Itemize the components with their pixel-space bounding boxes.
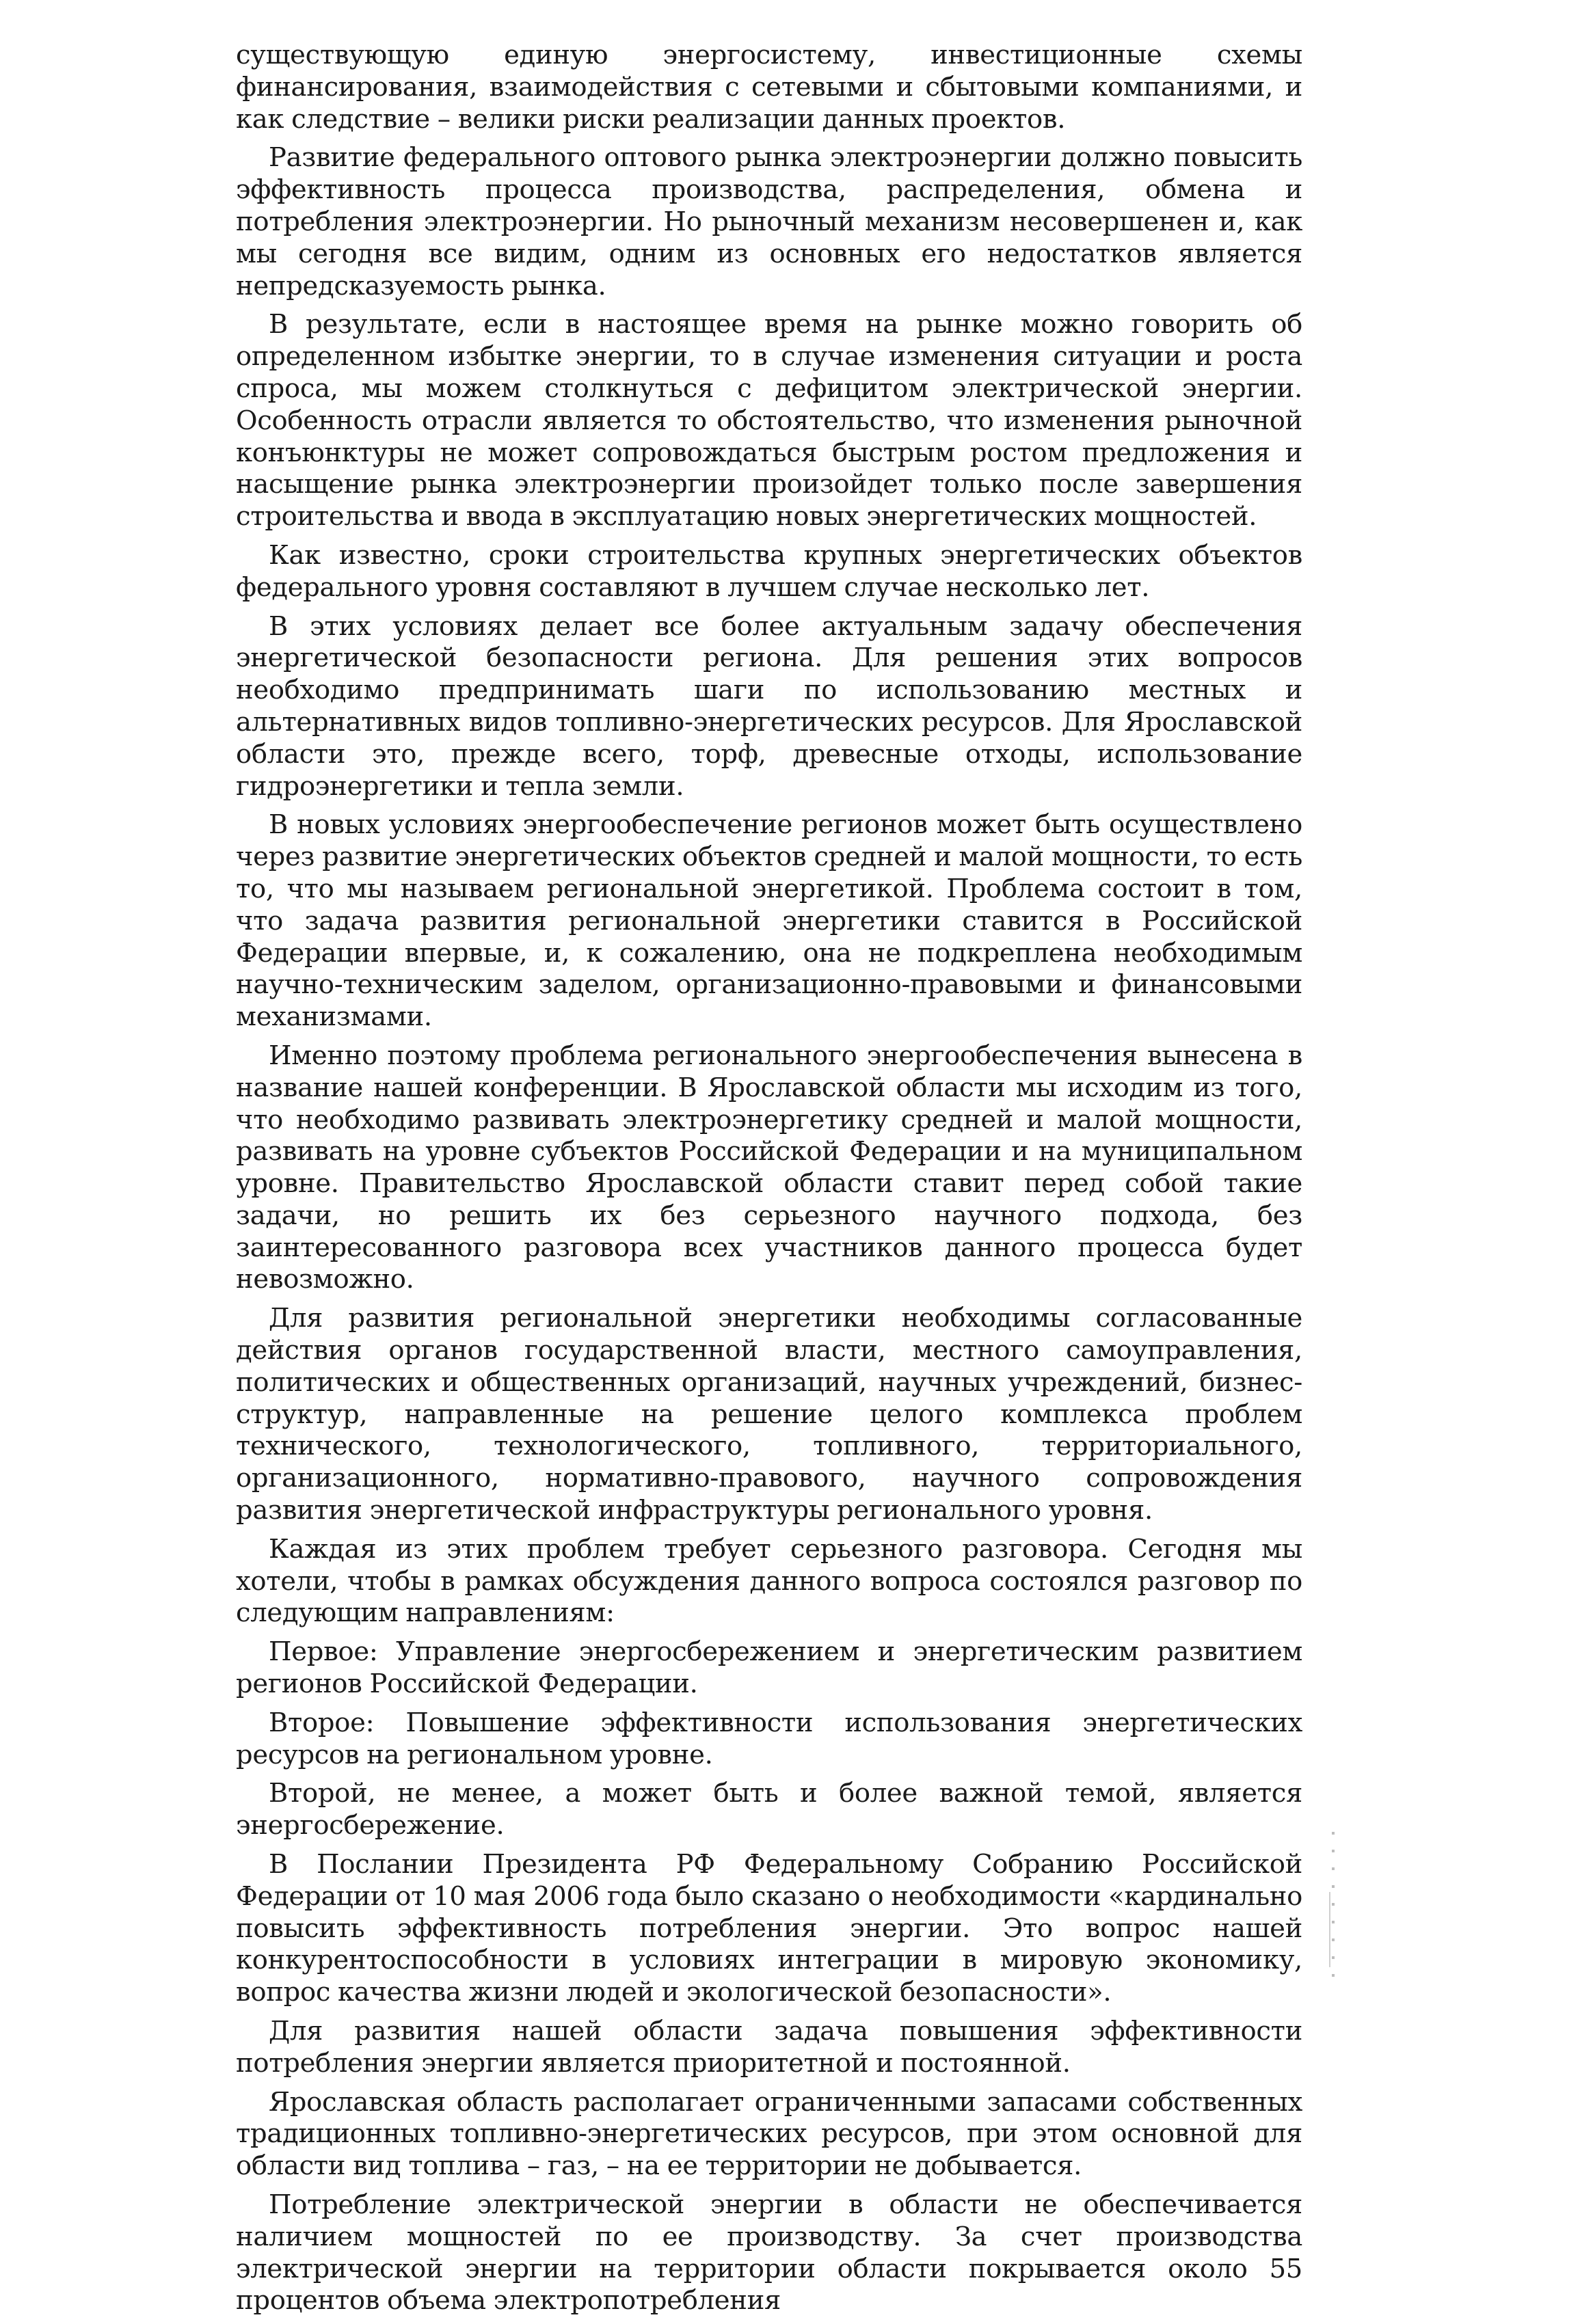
paragraph-15: Ярославская область располагает ограниченными запасами собственных традиционных топливно-энергетических ресурсов, при этом основной для области вид топлива – газ, – на ее территории не добывается.	[236, 2086, 1302, 2182]
paragraph-8: Для развития региональной энергетики необходимы согласованные действия органов государственной власти, местного самоуправления, политических и общественных организаций, научных учреждений, бизнес-структур, направленные на решение целого комплекса проблем технического, технологического, топливного, территориального, организационного, нормативно-правового, научного сопровождения развития энергетической инфраструктуры регионального уровня.	[236, 1303, 1302, 1526]
paragraph-2: Развитие федерального оптового рынка электроэнергии должно повысить эффективность процесса производства, распределения, обмена и потребления электроэнергии. Но рыночный механизм несовершенен и, как мы сегодня все видим, одним из основных его недостатков является непредсказуемость рынка.	[236, 142, 1302, 301]
paragraph-1: существующую единую энергосистему, инвестиционные схемы финансирования, взаимодействия с сетевыми и сбытовыми компаниями, и как следствие – велики риски реализации данных проектов.	[236, 40, 1302, 135]
paragraph-4: Как известно, сроки строительства крупных энергетических объектов федерального уровня составляют в лучшем случае несколько лет.	[236, 539, 1302, 603]
paragraph-3: В результате, если в настоящее время на рынке можно говорить об определенном избытке энергии, то в случае изменения ситуации и роста спроса, мы можем столкнуться с дефицитом электрической энергии. Особенность отрасли является то обстоятельство, что изменения рыночной конъюнктуры не может сопровождаться быстрым ростом предложения и насыщение рынка электроэнергии произойдет только после завершения строительства и ввода в эксплуатацию новых энергетических мощностей.	[236, 309, 1302, 532]
paragraph-9: Каждая из этих проблем требует серьезного разговора. Сегодня мы хотели, чтобы в рамках обсуждения данного вопроса состоялся разговор по следующим направлениям:	[236, 1533, 1302, 1629]
document-page	[236, 40, 1302, 2324]
scan-margin-bar	[1329, 1892, 1330, 1967]
paragraph-13: В Послании Президента РФ Федеральному Собранию Российской Федерации от 10 мая 2006 года было сказано о необходимости «кардинально повысить эффективность потребления энергии. Это вопрос нашей конкурентоспособности в условиях интеграции в мировую экономику, вопрос качества жизни людей и экологической безопасности».	[236, 1849, 1302, 2008]
paragraph-16: Потребление электрической энергии в области не обеспечивается наличием мощностей по ее производству. За счет производства электрической энергии на территории области покрывается около 55 процентов объема электропотребления	[236, 2189, 1302, 2316]
paragraph-11: Второе: Повышение эффективности использования энергетических ресурсов на региональном уровне.	[236, 1707, 1302, 1770]
paragraph-5: В этих условиях делает все более актуальным задачу обеспечения энергетической безопасности региона. Для решения этих вопросов необходимо предпринимать шаги по использованию местных и альтернативных видов топливно-энергетических ресурсов. Для Ярославской области это, прежде всего, торф, древесные отходы, использование гидроэнергетики и тепла земли.	[236, 610, 1302, 802]
paragraph-10: Первое: Управление энергосбережением и энергетическим развитием регионов Российской Федерации.	[236, 1636, 1302, 1700]
scan-margin-marks	[1332, 1832, 1335, 1982]
paragraph-12: Второй, не менее, а может быть и более важной темой, является энергосбережение.	[236, 1778, 1302, 1841]
paragraph-6: В новых условиях энергообеспечение регионов может быть осуществлено через развитие энергетических объектов средней и малой мощности, то есть то, что мы называем региональной энергетикой. Проблема состоит в том, что задача развития региональной энергетики ставится в Российской Федерации впервые, и, к сожалению, она не подкреплена необходимым научно-техническим заделом, организационно-правовыми и финансовыми механизмами.	[236, 809, 1302, 1033]
paragraph-7: Именно поэтому проблема регионального энергообеспечения вынесена в название нашей конференции. В Ярославской области мы исходим из того, что необходимо развивать электроэнергетику средней и малой мощности, развивать на уровне субъектов Российской Федерации и на муниципальном уровне. Правительство Ярославской области ставит перед собой такие задачи, но решить их без серьезного научного подхода, без заинтересованного разговора всех участников данного процесса будет невозможно.	[236, 1040, 1302, 1295]
paragraph-14: Для развития нашей области задача повышения эффективности потребления энергии является приоритетной и постоянной.	[236, 2016, 1302, 2079]
